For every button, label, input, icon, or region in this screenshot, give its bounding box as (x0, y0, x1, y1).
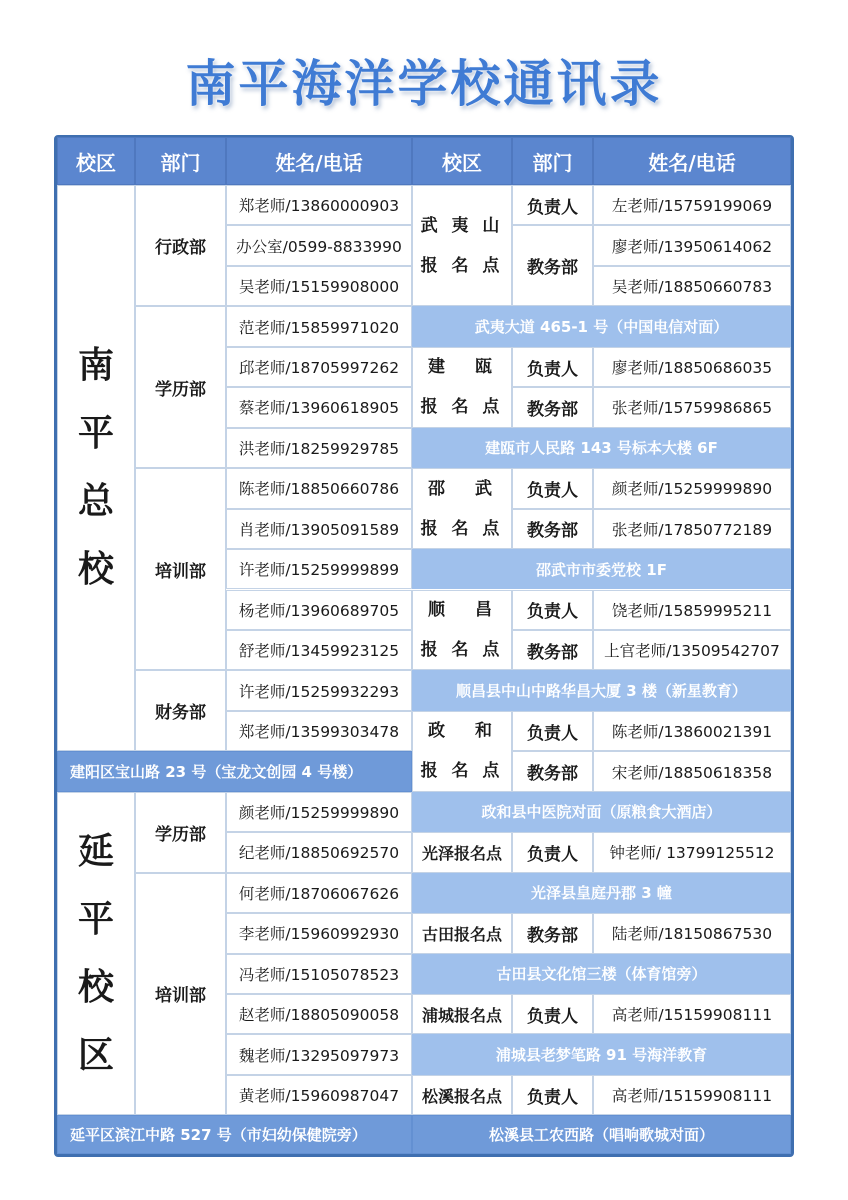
site-address: 光泽县皇庭丹郡 3 幢 (412, 873, 791, 913)
contact-entry: 办公室/0599-8833990 (226, 225, 412, 265)
site-address: 顺昌县中山中路华昌大厦 3 楼（新星教育） (412, 670, 791, 710)
dept-name: 培训部 (135, 873, 226, 1116)
site-name-char: 政 (428, 721, 449, 742)
site-name-wuyishan (412, 185, 512, 306)
dept-name: 培训部 (135, 468, 226, 670)
role-label: 教务部 (512, 630, 593, 670)
contact-entry: 黄老师/15960987047 (226, 1075, 412, 1115)
contact-entry: 纪老师/18850692570 (226, 832, 412, 872)
campus-name-char: 校 (77, 966, 114, 1008)
campus-name-char: 总 (77, 481, 114, 523)
contact-entry: 廖老师/18850686035 (593, 347, 791, 387)
contact-entry: 颜老师/15259999890 (593, 468, 791, 508)
role-label: 教务部 (512, 509, 593, 549)
site-address: 邵武市市委党校 1F (412, 549, 791, 589)
contact-entry: 何老师/18706067626 (226, 873, 412, 913)
contact-entry: 颜老师/15259999890 (226, 792, 412, 832)
contact-entry: 饶老师/15859995211 (593, 590, 791, 630)
site-name-char: 顺 (428, 599, 449, 620)
site-name-zhenghe (412, 711, 512, 792)
site-name-line (428, 347, 496, 387)
column-header: 姓名/电话 (226, 137, 412, 185)
campus-address: 建阳区宝山路 23 号（宝龙文创园 4 号楼） (57, 751, 412, 791)
site-address: 建瓯市人民路 143 号标本大楼 6F (412, 428, 791, 468)
role-label: 负责人 (512, 185, 593, 225)
contact-entry: 陈老师/13860021391 (593, 711, 791, 751)
column-header: 部门 (512, 137, 593, 185)
contact-entry: 廖老师/13950614062 (593, 225, 791, 265)
role-label: 教务部 (512, 387, 593, 427)
contact-entry: 杨老师/13960689705 (226, 590, 412, 630)
column-header: 校区 (412, 137, 512, 185)
site-address: 古田县文化馆三楼（体育馆旁） (412, 954, 791, 994)
role-label: 负责人 (512, 1075, 593, 1115)
campus-nanping-main (57, 185, 135, 751)
site-name-shunchang (412, 590, 512, 671)
contact-entry: 冯老师/15105078523 (226, 954, 412, 994)
role-label: 负责人 (512, 468, 593, 508)
column-header: 部门 (135, 137, 226, 185)
site-name-songxi: 松溪报名点 (412, 1075, 512, 1115)
role-label: 教务部 (512, 913, 593, 953)
site-name-line: 报 名 点 (420, 397, 504, 418)
dept-name: 行政部 (135, 185, 226, 306)
contact-entry: 陆老师/18150867530 (593, 913, 791, 953)
site-address: 武夷大道 465-1 号（中国电信对面） (412, 306, 791, 346)
column-header: 姓名/电话 (593, 137, 791, 185)
contact-entry: 张老师/17850772189 (593, 509, 791, 549)
contact-entry: 范老师/15859971020 (226, 306, 412, 346)
site-name-char: 昌 (475, 599, 496, 620)
site-name-shaowu (412, 468, 512, 549)
site-address: 浦城县老梦笔路 91 号海洋教育 (412, 1034, 791, 1074)
campus-name-char: 校 (77, 549, 114, 591)
contact-entry: 郑老师/13599303478 (226, 711, 412, 751)
contact-entry: 蔡老师/13960618905 (226, 387, 412, 427)
contact-entry: 吴老师/18850660783 (593, 266, 791, 306)
dept-name: 学历部 (135, 306, 226, 468)
campus-name-char: 区 (77, 1034, 114, 1076)
dept-name: 财务部 (135, 670, 226, 751)
contact-entry: 许老师/15259932293 (226, 670, 412, 710)
site-name-line: 武 夷 山 (420, 215, 504, 236)
contact-entry: 高老师/15159908111 (593, 994, 791, 1034)
site-name-char: 瓯 (475, 357, 496, 378)
contact-entry: 钟老师/ 13799125512 (593, 832, 791, 872)
contact-entry: 张老师/15759986865 (593, 387, 791, 427)
role-label: 负责人 (512, 347, 593, 387)
site-name-line (428, 590, 496, 630)
campus-name-char: 南 (77, 345, 114, 387)
page-title: 南平海洋学校通讯录 (185, 55, 663, 113)
role-label: 教务部 (512, 751, 593, 791)
dept-name: 学历部 (135, 792, 226, 873)
role-label: 教务部 (512, 225, 593, 306)
contact-entry: 赵老师/18805090058 (226, 994, 412, 1034)
site-name-line: 报 名 点 (420, 639, 504, 660)
contact-entry: 肖老师/13905091589 (226, 509, 412, 549)
contact-entry: 左老师/15759199069 (593, 185, 791, 225)
contact-entry: 陈老师/18850660786 (226, 468, 412, 508)
site-name-char: 建 (428, 357, 449, 378)
campus-name-char: 平 (77, 413, 114, 455)
site-address: 政和县中医院对面（原粮食大酒店） (412, 792, 791, 832)
contact-entry: 郑老师/13860000903 (226, 185, 412, 225)
site-name-jianou (412, 347, 512, 428)
contact-entry: 魏老师/13295097973 (226, 1034, 412, 1074)
site-name-line: 报 名 点 (420, 761, 504, 782)
contact-entry: 高老师/15159908111 (593, 1075, 791, 1115)
contact-entry: 舒老师/13459923125 (226, 630, 412, 670)
contact-entry: 李老师/15960992930 (226, 913, 412, 953)
site-address: 松溪县工农西路（唱响歌城对面） (412, 1115, 791, 1154)
role-label: 负责人 (512, 832, 593, 872)
site-name-char: 武 (475, 478, 496, 499)
site-name-gutian: 古田报名点 (412, 913, 512, 953)
site-name-line: 报 名 点 (420, 518, 504, 539)
site-name-line (428, 469, 496, 509)
site-name-line: 报 名 点 (420, 255, 504, 276)
contact-entry: 吴老师/15159908000 (226, 266, 412, 306)
site-name-line (428, 711, 496, 751)
site-name-pucheng: 浦城报名点 (412, 994, 512, 1034)
campus-name-char: 平 (77, 898, 114, 940)
campus-name-char: 延 (77, 830, 114, 872)
campus-address: 延平区滨江中路 527 号（市妇幼保健院旁） (57, 1115, 412, 1154)
campus-yanping (57, 792, 135, 1116)
contact-entry: 邱老师/18705997262 (226, 347, 412, 387)
column-header: 校区 (57, 137, 135, 185)
contact-entry: 洪老师/18259929785 (226, 428, 412, 468)
role-label: 负责人 (512, 590, 593, 630)
site-name-char: 和 (475, 721, 496, 742)
site-name-char: 邵 (428, 478, 449, 499)
site-name-guangze: 光泽报名点 (412, 832, 512, 872)
contact-entry: 上官老师/13509542707 (593, 630, 791, 670)
role-label: 负责人 (512, 711, 593, 751)
role-label: 负责人 (512, 994, 593, 1034)
contact-entry: 宋老师/18850618358 (593, 751, 791, 791)
contact-entry: 许老师/15259999899 (226, 549, 412, 589)
